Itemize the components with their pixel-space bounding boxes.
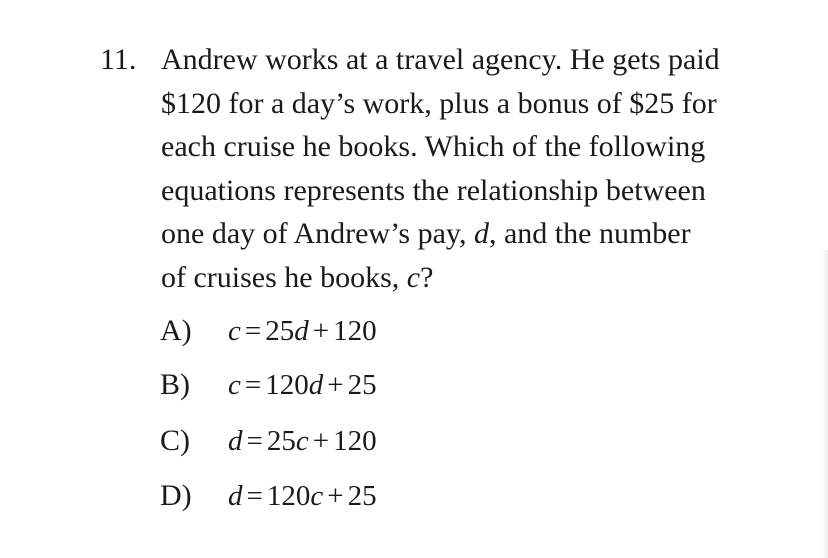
choice-letter: A) — [160, 314, 192, 347]
question-text — [161, 38, 801, 299]
equals-sign: = — [246, 425, 263, 457]
equation-lhs: c — [228, 315, 241, 347]
equals-sign: = — [246, 480, 263, 512]
question-line-4: equations represents the relationship between — [161, 173, 706, 207]
question-line-2: $120 for a day’s work, plus a bonus of $25 for — [161, 86, 717, 120]
plus-sign: + — [312, 425, 330, 457]
question-line-6-start: of cruises he books, — [161, 260, 407, 294]
question-line-3: each cruise he books. Which of the following — [161, 130, 706, 163]
choice-equation — [228, 363, 377, 407]
answer-choice-b[interactable] — [160, 363, 377, 407]
equation-variable: c — [295, 425, 309, 457]
constant: 120 — [333, 315, 377, 347]
question-line-5 — [161, 212, 801, 256]
coefficient: 25 — [265, 315, 295, 347]
question-line-1: Andrew works at a travel agency. He gets paid — [161, 43, 720, 76]
plus-sign: + — [327, 480, 344, 512]
constant: 25 — [347, 480, 377, 512]
answer-choice-d[interactable] — [160, 474, 377, 518]
question-line-6 — [161, 256, 801, 300]
constant: 120 — [333, 425, 377, 457]
plus-sign: + — [327, 369, 344, 401]
variable-c: c — [406, 260, 421, 294]
choice-equation — [228, 419, 377, 463]
equation-lhs: c — [228, 369, 241, 401]
coefficient: 25 — [266, 425, 296, 457]
page-edge-shadow — [822, 250, 828, 558]
choice-letter: C) — [160, 424, 190, 457]
equals-sign: = — [244, 369, 262, 401]
equation-lhs: d — [228, 480, 243, 512]
answer-choice-c[interactable] — [160, 419, 377, 463]
question-number: 11. — [100, 43, 137, 76]
coefficient: 120 — [266, 480, 311, 512]
choice-equation — [228, 309, 377, 353]
equation-variable: d — [294, 315, 309, 347]
equation-variable: c — [310, 480, 324, 512]
choice-letter: B) — [160, 368, 190, 401]
question-line-5-start: one day of Andrew’s pay, — [161, 217, 474, 250]
choice-letter: D) — [160, 479, 192, 512]
question-mark: ? — [420, 260, 434, 294]
equation-lhs: d — [228, 425, 243, 457]
plus-sign: + — [312, 315, 330, 347]
equals-sign: = — [244, 315, 262, 347]
question-line-5-end: , and the number — [488, 217, 691, 250]
variable-d: d — [473, 217, 489, 250]
coefficient: 120 — [265, 369, 309, 401]
choice-equation — [228, 474, 377, 518]
equation-variable: d — [308, 369, 324, 401]
answer-choice-a[interactable] — [160, 309, 377, 353]
constant: 25 — [347, 369, 377, 401]
